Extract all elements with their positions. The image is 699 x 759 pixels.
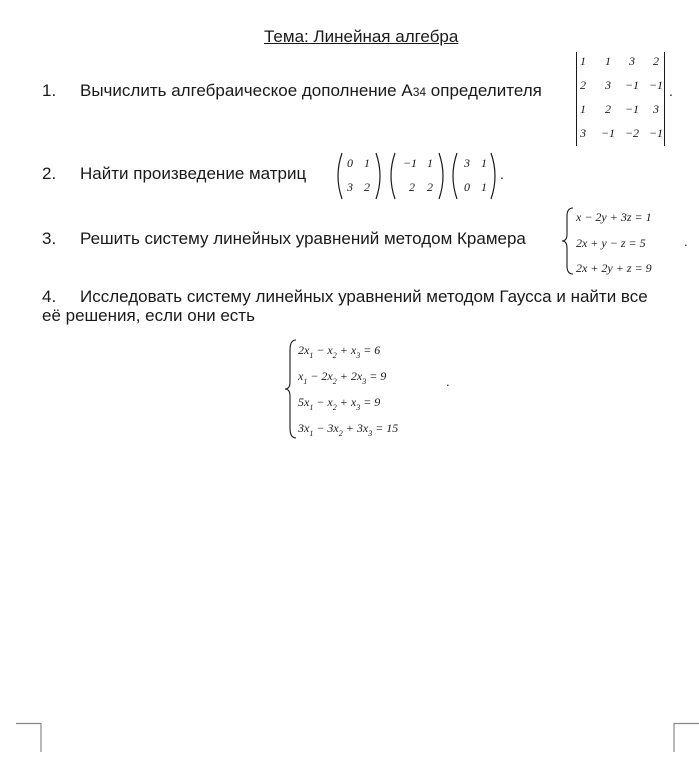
problem-4-number: 4. — [42, 287, 57, 306]
det-cell-2-1: 2 — [580, 78, 586, 92]
problem-1-subscript: 34 — [412, 85, 427, 99]
matrix-3-cell-1-2: 1 — [481, 156, 487, 170]
page-corner-mark-left — [16, 722, 44, 752]
matrix-2-cell-2-2: 2 — [427, 180, 433, 194]
problem-1-text-before: Вычислить алгебраическое дополнение A — [80, 81, 413, 100]
page-title: Тема: Линейная алгебра — [264, 27, 459, 46]
det-cell-4-3: −2 — [624, 126, 640, 140]
det-cell-4-2: −1 — [600, 126, 616, 140]
det-cell-2-3: −1 — [624, 78, 640, 92]
gauss-equation-3: $5x_1 - x_2 + x_3 = 9$ — [298, 395, 381, 412]
matrix-2-cell-1-1: −1 — [402, 156, 418, 170]
det-cell-1-1: 1 — [580, 54, 586, 68]
problem-3-number: 3. — [42, 229, 57, 248]
problem-3-equation-1: x − 2y + 3z = 1 — [576, 210, 652, 224]
matrix-2-left-paren — [391, 153, 395, 199]
problem-2-end-dot: . — [500, 166, 504, 182]
gauss-equation-1: $2x_1 - x_2 + x_3 = 6$ — [298, 343, 381, 360]
problem-4-end-dot: . — [446, 374, 450, 389]
problem-3-left-brace — [561, 206, 575, 276]
problem-4-line-2: её решения, если они есть — [42, 306, 255, 325]
problem-1-text — [80, 81, 542, 101]
det-cell-4-4: −1 — [648, 126, 664, 140]
matrix-2-cell-2-1: 2 — [409, 180, 415, 194]
matrix-1-cell-2-2: 2 — [364, 180, 370, 194]
problem-1-determinant — [575, 52, 667, 146]
problem-2-number: 2. — [42, 164, 57, 183]
matrix-3-cell-1-1: 3 — [464, 156, 470, 170]
problem-3-equation-2: 2x + y − z = 5 — [576, 236, 646, 250]
matrix-1-cell-2-1: 3 — [347, 180, 353, 194]
det-cell-3-2: 2 — [605, 102, 611, 116]
det-cell-1-2: 1 — [605, 54, 611, 68]
det-cell-1-3: 3 — [629, 54, 635, 68]
matrix-3-cell-2-2: 1 — [481, 180, 487, 194]
det-cell-1-4: 2 — [653, 54, 659, 68]
problem-1-text-after: определителя — [430, 81, 542, 100]
problem-3-end-dot: . — [684, 234, 688, 249]
det-cell-3-3: −1 — [624, 102, 640, 116]
problem-1-number: 1. — [42, 81, 57, 100]
det-cell-2-4: −1 — [648, 78, 664, 92]
matrix-1-cell-1-1: 0 — [347, 156, 353, 170]
problem-3-equation-3: 2x + 2y + z = 9 — [576, 261, 652, 275]
page-corner-mark-right — [671, 722, 699, 752]
det-cell-3-4: 3 — [653, 102, 659, 116]
det-cell-3-1: 1 — [580, 102, 586, 116]
problem-4-left-brace — [284, 338, 298, 440]
matrix-3-cell-2-1: 0 — [464, 180, 470, 194]
matrix-2-cell-1-2: 1 — [427, 156, 433, 170]
problem-3-text: Решить систему линейных уравнений методом Крамера — [80, 229, 526, 248]
matrix-1-cell-1-2: 1 — [364, 156, 370, 170]
problem-4-line-1: Исследовать систему линейных уравнений методом Гаусса и найти все — [80, 287, 648, 306]
det-cell-2-2: 3 — [605, 78, 611, 92]
gauss-equation-4: $3x_1 - 3x_2 + 3x_3 = 15$ — [298, 421, 399, 438]
gauss-equation-2: $x_1 - 2x_2 + 2x_3 = 9$ — [298, 369, 387, 386]
problem-1-end-dot: . — [669, 83, 673, 99]
det-cell-4-1: 3 — [580, 126, 586, 140]
problem-2-text: Найти произведение матриц — [80, 164, 307, 183]
